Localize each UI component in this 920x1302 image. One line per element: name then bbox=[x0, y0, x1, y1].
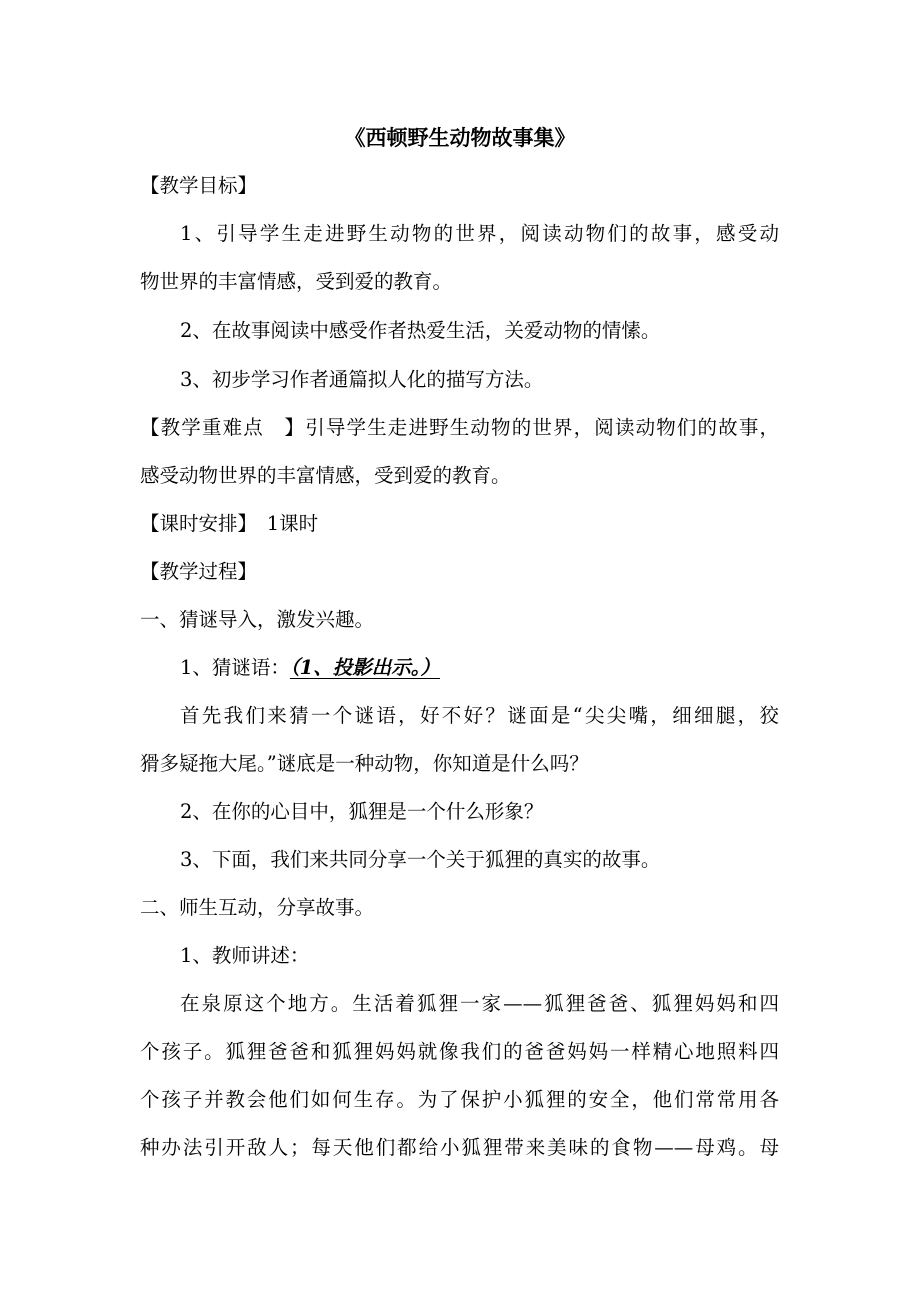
section-1-step-1 bbox=[180, 654, 440, 682]
objective-3: 3、初步学习作者通篇拟人化的描写方法。 bbox=[180, 368, 544, 391]
projection-note: （1、投影出示。） bbox=[289, 656, 440, 679]
story-line-1: 在泉原这个地方。生活着狐狸一家——狐狸爸爸、狐狸妈妈和四 bbox=[180, 992, 779, 1015]
section-2-step-1: 1、教师讲述： bbox=[180, 944, 310, 967]
objectives-heading: 【教学目标】 bbox=[140, 174, 258, 197]
document-title: 《西顿野生动物故事集》 bbox=[344, 125, 576, 150]
section-1-step-3: 3、下面，我们来共同分享一个关于狐狸的真实的故事。 bbox=[180, 848, 661, 871]
schedule: 【课时安排】 1课时 bbox=[140, 512, 319, 535]
section-2-heading: 二、师生互动，分享故事。 bbox=[140, 896, 375, 919]
section-1-heading: 一、猜谜导入，激发兴趣。 bbox=[140, 608, 375, 631]
process-heading: 【教学过程】 bbox=[140, 560, 258, 583]
riddle-line-1: 首先我们来猜一个谜语，好不好？谜面是“尖尖嘴，细细腿，狡 bbox=[180, 704, 779, 727]
objective-1-line-1: 1、引导学生走进野生动物的世界，阅读动物们的故事，感受动 bbox=[180, 222, 779, 245]
step-1-label: 1、猜谜语： bbox=[180, 656, 290, 679]
section-1-step-2: 2、在你的心目中，狐狸是一个什么形象？ bbox=[180, 800, 544, 823]
objective-1-line-2: 物世界的丰富情感，受到爱的教育。 bbox=[140, 270, 453, 293]
objective-2: 2、在故事阅读中感受作者热爱生活，关爱动物的情愫。 bbox=[180, 319, 661, 342]
key-points-line-2: 感受动物世界的丰富情感，受到爱的教育。 bbox=[140, 464, 511, 487]
story-line-4: 种办法引开敌人；每天他们都给小狐狸带来美味的食物——母鸡。母 bbox=[140, 1136, 779, 1159]
story-line-3: 个孩子并教会他们如何生存。为了保护小狐狸的安全，他们常常用各 bbox=[140, 1088, 779, 1111]
key-points-line-1: 【教学重难点 】引导学生走进野生动物的世界，阅读动物们的故事， bbox=[140, 416, 779, 439]
riddle-line-2: 猾多疑拖大尾。”谜底是一种动物，你知道是什么吗？ bbox=[140, 752, 589, 775]
story-line-2: 个孩子。狐狸爸爸和狐狸妈妈就像我们的爸爸妈妈一样精心地照料四 bbox=[140, 1040, 779, 1063]
